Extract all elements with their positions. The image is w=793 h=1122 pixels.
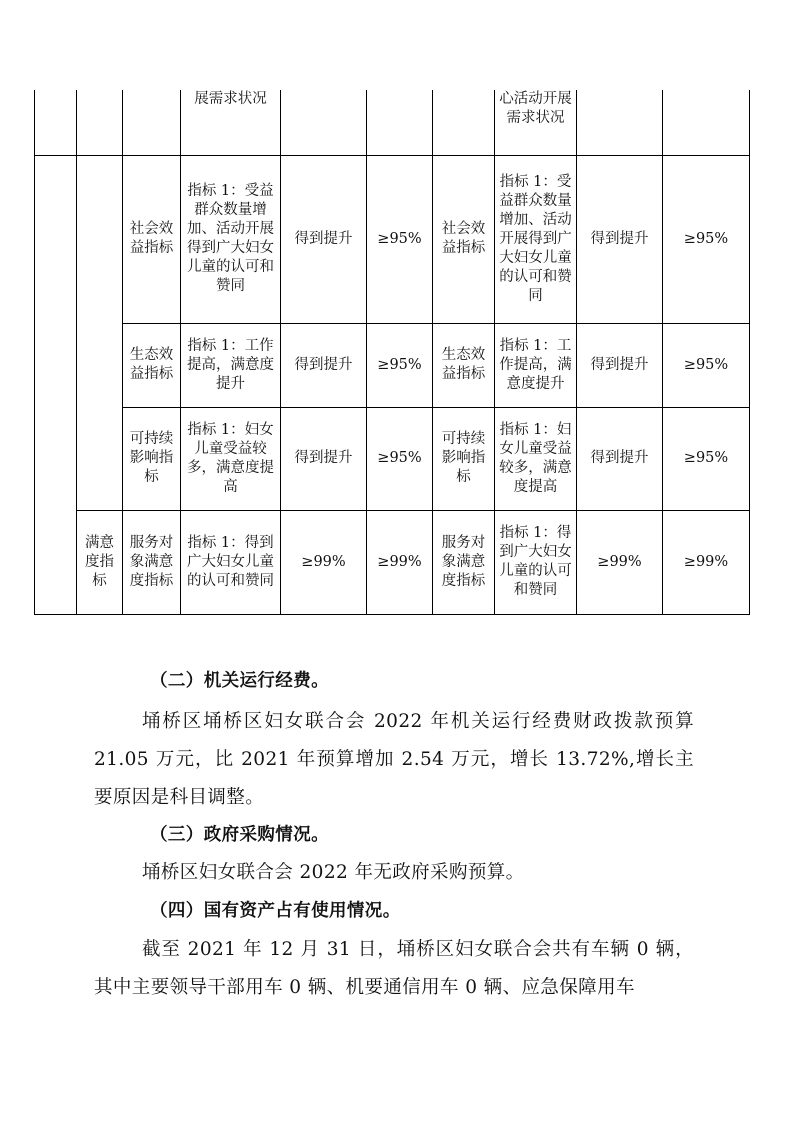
indicator-text: 指标 1：受益群众数量增加、活动开展得到广大妇女儿童的认可和赞同 (187, 183, 274, 294)
table-cell (495, 323, 577, 407)
table-cell (663, 323, 750, 407)
table-cell (181, 407, 281, 510)
table-cell (281, 510, 367, 614)
table-row (35, 407, 750, 510)
indicator-text: 指标 1：工作提高，满意度提升 (187, 337, 274, 392)
table-cell (123, 155, 181, 323)
table-row (35, 155, 750, 323)
table-cell (663, 407, 750, 510)
indicator-text: 展需求状况 (194, 91, 267, 107)
section-paragraph: 埇桥区埇桥区妇女联合会 2022 年机关运行经费财政拨款预算 21.05 万元，比 2021 年预算增加 2.54 万元，增长 13.72%,增长主要原因是科目调整。 (94, 711, 694, 808)
section-heading: （二）机关运行经费。 (150, 671, 329, 691)
table-cell (367, 155, 433, 323)
level1-label: 满意度指标 (85, 534, 114, 589)
table-cell (367, 407, 433, 510)
table-cell (577, 510, 663, 614)
target-value: 得到提升 (590, 230, 649, 247)
target-value: 得到提升 (590, 356, 649, 373)
section-paragraph: 截至 2021 年 12 月 31 日，埇桥区妇女联合会共有车辆 0 辆，其中主要领导干部用车 0 辆、机要通信用车 0 辆、应急保障用车 (94, 939, 694, 998)
level2-label: 生态效益指标 (129, 347, 174, 382)
table-cell (577, 323, 663, 407)
target-value: ≥95% (683, 230, 729, 247)
indicator-text: 指标 1：妇女儿童受益较多，满意度提高 (187, 421, 274, 495)
target-value: ≥99% (683, 553, 729, 570)
indicator-text: 指标 1：得到广大妇女儿童的认可和赞同 (499, 525, 572, 598)
table-cell (433, 155, 495, 323)
table-cell (367, 510, 433, 614)
table-row (35, 323, 750, 407)
level2-label: 社会效益指标 (441, 221, 486, 256)
target-value: ≥95% (683, 450, 729, 466)
table-row (35, 90, 750, 155)
table-cell (123, 90, 181, 155)
table-cell (495, 155, 577, 323)
table-cell (181, 323, 281, 407)
table-cell (123, 323, 181, 407)
table-cell (433, 510, 495, 614)
table-cell (433, 407, 495, 510)
table-cell (367, 90, 433, 155)
section-heading: （四）国有资产占有使用情况。 (150, 901, 401, 921)
target-value: 得到提升 (590, 450, 649, 466)
target-value: ≥95% (377, 230, 422, 247)
table-cell (495, 90, 577, 155)
table-cell (663, 90, 750, 155)
level2-label: 社会效益指标 (129, 221, 174, 256)
table-cell (577, 155, 663, 323)
indicator-text: 指标 1：受益群众数量增加、活动开展得到广大妇女儿童的认可和赞同 (499, 173, 572, 304)
table-cell (181, 90, 281, 155)
level2-label: 服务对象满意度指标 (129, 534, 174, 589)
table-cell (181, 510, 281, 614)
table-cell (577, 407, 663, 510)
table-cell (77, 155, 123, 510)
indicator-text: 心活动开展需求状况 (499, 91, 572, 126)
table-cell (495, 510, 577, 614)
level2-label: 可持续影响指标 (441, 431, 486, 485)
table-cell (35, 155, 77, 614)
target-value: 得到提升 (294, 450, 353, 466)
performance-table (34, 90, 750, 615)
target-value: ≥95% (377, 450, 422, 466)
table-cell (181, 155, 281, 323)
level2-label: 生态效益指标 (441, 347, 486, 382)
table-cell (35, 90, 77, 155)
target-value: ≥99% (377, 553, 422, 570)
level2-label: 服务对象满意度指标 (441, 534, 486, 589)
indicator-text: 指标 1：妇女儿童受益较多，满意度提高 (499, 421, 572, 495)
target-value: ≥99% (301, 553, 346, 570)
table-cell (281, 323, 367, 407)
table-cell (367, 323, 433, 407)
table-cell (77, 90, 123, 155)
target-value: 得到提升 (294, 356, 353, 373)
indicator-text: 指标 1：得到广大妇女儿童的认可和赞同 (187, 534, 274, 589)
target-value: 得到提升 (294, 230, 353, 247)
table-cell (663, 510, 750, 614)
table-row (35, 510, 750, 614)
section-heading: （三）政府采购情况。 (150, 825, 329, 845)
section-paragraph: 埇桥区妇女联合会 2022 年无政府采购预算。 (142, 862, 525, 883)
table-cell (433, 323, 495, 407)
table-cell (77, 510, 123, 614)
table-cell (123, 407, 181, 510)
table-cell (281, 90, 367, 155)
table-cell (577, 90, 663, 155)
table-cell (281, 407, 367, 510)
table-cell (281, 155, 367, 323)
target-value: ≥99% (597, 553, 642, 570)
table-cell (123, 510, 181, 614)
table-cell (663, 155, 750, 323)
table-cell (495, 407, 577, 510)
target-value: ≥95% (377, 356, 422, 373)
indicator-text: 指标 1：工作提高，满意度提升 (499, 337, 572, 392)
level2-label: 可持续影响指标 (129, 431, 174, 485)
table-cell (433, 90, 495, 155)
target-value: ≥95% (683, 356, 729, 373)
